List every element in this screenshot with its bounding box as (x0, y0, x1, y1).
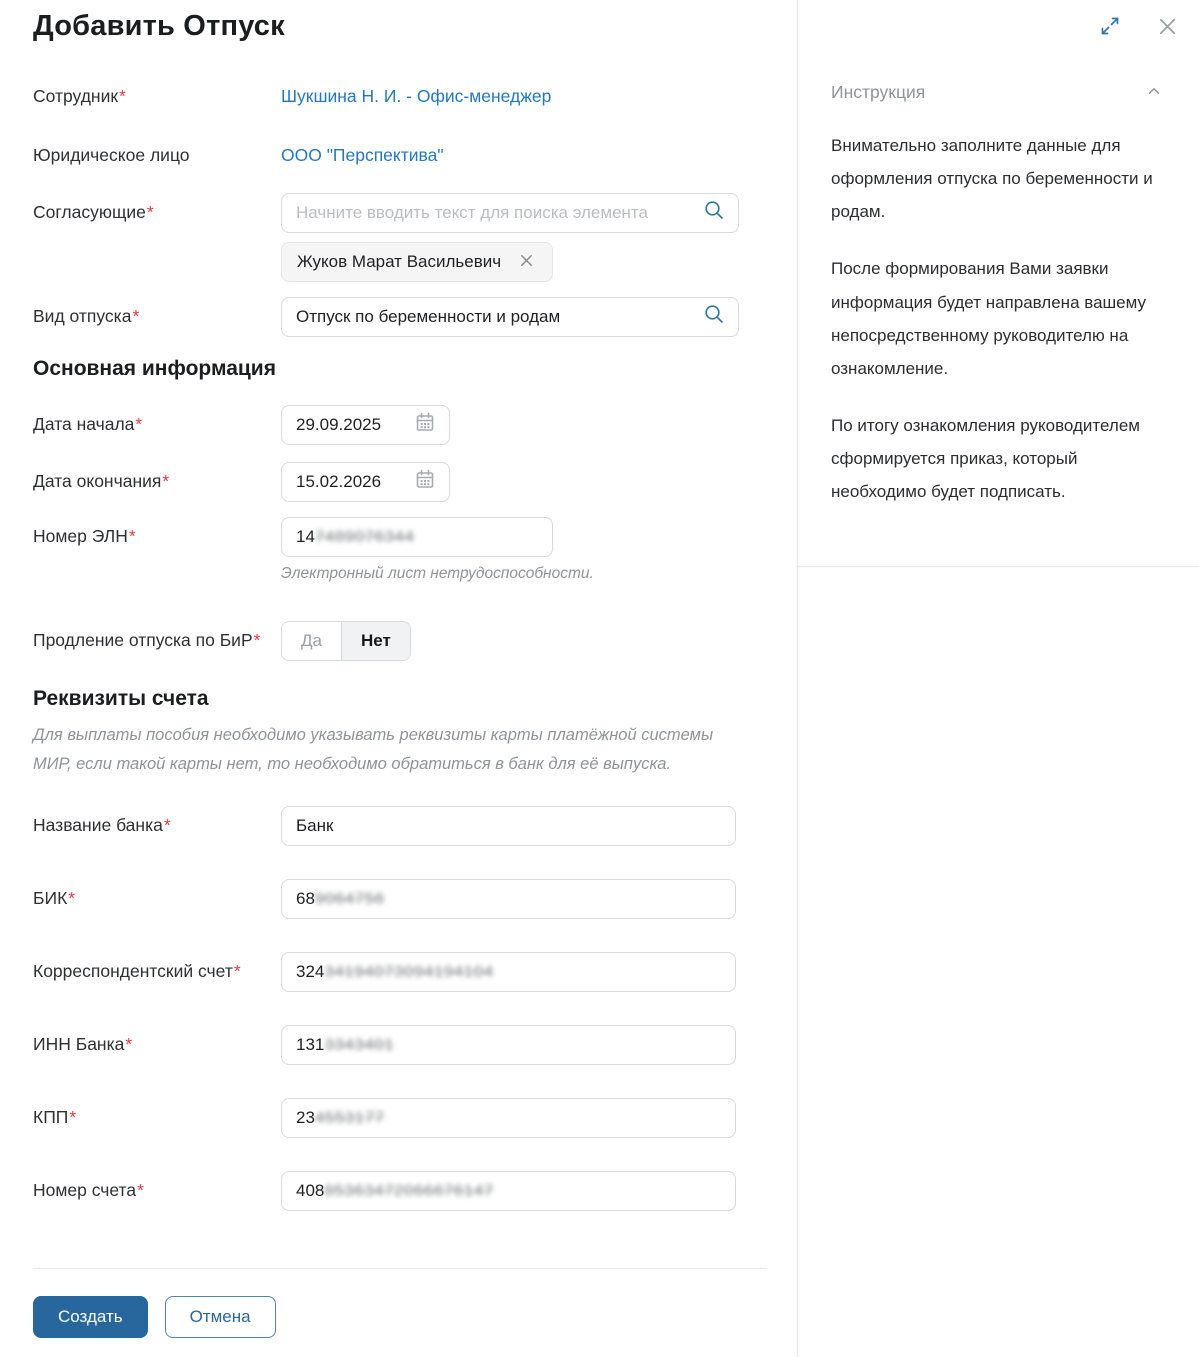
employee-link[interactable]: Шукшина Н. И. - Офис-менеджер (281, 86, 552, 106)
required-marker: * (128, 525, 136, 546)
approvers-search-box[interactable] (281, 193, 739, 233)
bank-name-row (33, 806, 767, 846)
instruction-panel (797, 0, 1199, 1357)
end-date-input[interactable] (281, 462, 450, 502)
account-number-input[interactable] (281, 1171, 736, 1211)
required-marker: * (163, 814, 171, 835)
calendar-icon[interactable] (413, 467, 437, 496)
search-icon[interactable] (702, 198, 726, 227)
kpp-label: КПП* (33, 1106, 77, 1127)
cancel-button[interactable]: Отмена (165, 1296, 276, 1338)
required-marker: * (135, 413, 143, 434)
corr-account-value-redacted: 34194073094194104 (324, 961, 494, 981)
required-marker: * (137, 1179, 144, 1200)
instruction-paragraph: По итогу ознакомления руководителем сформируется приказ, который необходимо будет подписать. (831, 415, 1140, 502)
vacation-type-value: Отпуск по беременности и родам (296, 306, 561, 326)
start-date-value: 29.09.2025 (296, 414, 382, 434)
employee-row (33, 85, 767, 108)
required-marker: * (146, 201, 154, 222)
bank-inn-label: ИНН Банка* (33, 1033, 133, 1054)
vacation-type-input[interactable] (281, 297, 739, 337)
approver-chip[interactable] (281, 242, 553, 282)
start-date-row (33, 405, 767, 445)
kpp-input[interactable] (281, 1098, 736, 1138)
chevron-up-icon (1145, 82, 1163, 103)
required-marker: * (119, 86, 126, 106)
bank-name-label: Название банка* (33, 814, 171, 835)
start-date-label: Дата начала* (33, 413, 143, 434)
instruction-title: Инструкция (831, 82, 926, 102)
corr-account-input[interactable] (281, 952, 736, 992)
chip-close-icon (517, 251, 536, 273)
expand-icon (1098, 14, 1122, 41)
extension-option-no[interactable]: Нет (342, 622, 410, 660)
eln-input[interactable] (281, 517, 553, 557)
extension-row (33, 621, 767, 661)
account-number-value-prefix: 408 (296, 1180, 325, 1200)
close-button[interactable] (1154, 13, 1181, 43)
corr-account-row (33, 952, 767, 992)
bik-value-redacted: 9064756 (314, 888, 385, 908)
main-info-heading: Основная информация (33, 356, 276, 380)
bik-row (33, 879, 767, 919)
bank-name-input[interactable] (281, 806, 736, 846)
required-marker: * (132, 305, 140, 326)
approvers-search-input[interactable] (296, 203, 702, 223)
instruction-header (831, 80, 1165, 105)
employee-label: Сотрудник* (33, 86, 126, 106)
corr-account-value-prefix: 324 (296, 961, 325, 981)
bik-label: БИК* (33, 887, 76, 908)
eln-hint: Электронный лист нетрудоспособности. (281, 564, 594, 582)
account-number-row (33, 1171, 767, 1211)
extension-label: Продление отпуска по БиР* (33, 629, 261, 650)
instruction-paragraph: Внимательно заполните данные для оформления отпуска по беременности и родам. (831, 136, 1153, 222)
account-note: Для выплаты пособия необходимо указывать реквизиты карты платёжной системы МИР, если такой карты нет, то необходимо обратиться в банк для её выпуска. (33, 725, 714, 774)
bank-inn-value-prefix: 131 (296, 1034, 325, 1054)
required-marker: * (253, 629, 261, 650)
legal-entity-link[interactable]: ООО "Перспектива" (281, 144, 444, 165)
end-date-value: 15.02.2026 (296, 471, 382, 491)
legal-entity-label: Юридическое лицо (33, 144, 190, 165)
end-date-row (33, 462, 767, 502)
expand-button[interactable] (1096, 12, 1124, 43)
kpp-value-redacted: 4553177 (314, 1107, 385, 1127)
legal-entity-row (33, 144, 767, 167)
bank-inn-row (33, 1025, 767, 1065)
eln-row (33, 517, 767, 583)
required-marker: * (69, 1106, 77, 1127)
instruction-paragraph: После формирования Вами заявки информация будет направлена вашему непосредственному руководителю на ознакомление. (831, 259, 1147, 378)
extension-toggle (281, 621, 411, 661)
instruction-block (798, 0, 1199, 567)
start-date-input[interactable] (281, 405, 450, 445)
search-icon[interactable] (702, 302, 726, 331)
instruction-collapse-button[interactable] (1143, 80, 1165, 105)
create-button[interactable]: Создать (33, 1296, 148, 1338)
vacation-type-row (33, 297, 767, 337)
eln-value-redacted: 7489076344 (314, 526, 415, 546)
close-icon (1156, 15, 1179, 41)
calendar-icon[interactable] (413, 410, 437, 439)
required-marker: * (233, 960, 241, 981)
required-marker: * (125, 1033, 133, 1054)
extension-option-yes[interactable]: Да (282, 622, 342, 660)
eln-value-prefix: 14 (296, 526, 315, 546)
account-number-label: Номер счета* (33, 1179, 144, 1200)
bank-name-value: Банк (296, 815, 334, 835)
approvers-row (33, 193, 767, 282)
corr-account-label: Корреспондентский счет* (33, 960, 241, 981)
bank-inn-value-redacted: 3343401 (324, 1034, 395, 1054)
page-title: Добавить Отпуск (33, 10, 285, 42)
vacation-form (33, 85, 767, 1211)
chip-remove-button[interactable] (515, 249, 538, 275)
bank-inn-input[interactable] (281, 1025, 736, 1065)
approvers-label: Согласующие* (33, 201, 154, 222)
kpp-value-prefix: 23 (296, 1107, 315, 1127)
approver-chip-label: Жуков Марат Васильевич (297, 251, 502, 271)
required-marker: * (68, 887, 76, 908)
bik-value-prefix: 68 (296, 888, 315, 908)
eln-label: Номер ЭЛН* (33, 525, 136, 546)
vacation-type-label: Вид отпуска* (33, 305, 140, 326)
required-marker: * (162, 470, 170, 491)
instruction-body (831, 129, 1165, 508)
account-heading: Реквизиты счета (33, 686, 209, 710)
account-number-value-redacted: 85363472066676147 (324, 1180, 494, 1200)
kpp-row (33, 1098, 767, 1138)
window-controls (1096, 12, 1181, 43)
bik-input[interactable] (281, 879, 736, 919)
end-date-label: Дата окончания* (33, 470, 170, 491)
modal-footer (33, 1268, 767, 1357)
